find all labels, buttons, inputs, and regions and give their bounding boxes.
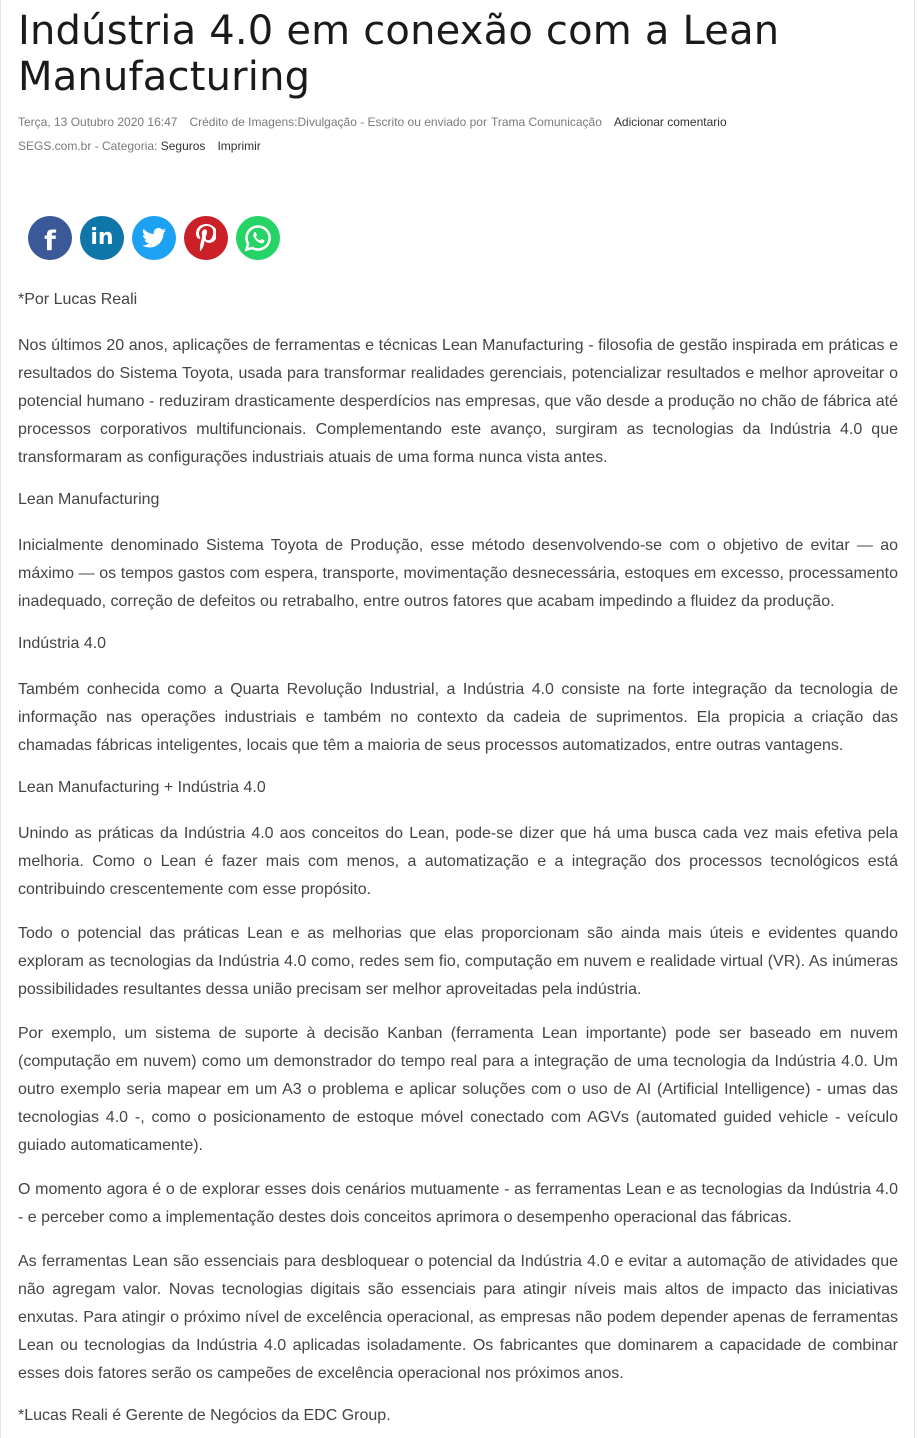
share-pinterest-button[interactable] (184, 216, 228, 260)
paragraph: Unindo as práticas da Indústria 4.0 aos conceitos do Lean, pode-se dizer que há uma busca cada vez mais efetiva pela melhoria. Como o Lean é fazer mais com menos, a automatização e a integração dos processos tecnológicos está contribuindo crescentemente com esse propósito. (18, 825, 898, 898)
paragraph: Também conhecida como a Quarta Revolução Industrial, a Indústria 4.0 consiste na forte integração da tecnologia de informação nas operações industriais e também no contexto da cadeia de suprimentos. Ela propicia a criação das chamadas fábricas inteligentes, locais que têm a maioria de seus processos automatizados, entre outras vantagens. (18, 681, 898, 754)
paragraph: Todo o potencial das práticas Lean e as melhorias que elas proporcionam são ainda mais úteis e evidentes quando exploram as tecnologias da Indústria 4.0 como, redes sem fio, computação em nuvem e realidade virtual (VR). As inúmeras possibilidades resultantes dessa união precisam ser melhor aproveitadas pela indústria. (18, 925, 898, 998)
site-category-label: SEGS.com.br - Categoria: (18, 139, 158, 153)
section-heading: Lean Manufacturing + Indústria 4.0 (18, 779, 266, 796)
article-meta-line (18, 114, 898, 130)
add-comment-link[interactable]: Adicionar comentario (613, 115, 727, 129)
image-credit: Crédito de Imagens:Divulgação - Escrito ou enviado por (189, 115, 487, 129)
publish-date: Terça, 13 Outubro 2020 16:47 (18, 115, 178, 129)
linkedin-icon: in (90, 225, 114, 250)
author-name: Trama Comunicação (490, 115, 602, 129)
facebook-icon: f (44, 225, 56, 257)
whatsapp-icon (243, 223, 273, 253)
article-content (1, 0, 914, 1428)
paragraph: Inicialmente denominado Sistema Toyota de Produção, esse método desenvolvendo-se com o objetivo de evitar — ao máximo — os tempos gastos com espera, transporte, movimentação desnecessária, estoques em excesso, processamento inadequado, correção de defeitos ou retrabalho, entre outros fatores que acabam impedindo a fluidez da produção. (18, 537, 898, 610)
article-body (18, 288, 898, 1428)
paragraph: O momento agora é o de explorar esses dois cenários mutuamente - as ferramentas Lean e as tecnologias da Indústria 4.0 - e perceber como a implementação destes dois conceitos aprimora o desempenho operacional das fábricas. (18, 1181, 898, 1226)
paragraph: Por exemplo, um sistema de suporte à decisão Kanban (ferramenta Lean importante) pode ser baseado em nuvem (computação em nuvem) como um demonstrador do tempo real para a integração de uma tecnologia da Indústria 4.0. Um outro exemplo seria mapear em um A3 o problema e aplicar soluções com o uso de AI (Artificial Intelligence) - umas das tecnologias 4.0 -, como o posicionamento de estoque móvel conectado com AGVs (automated guided vehicle - veículo guiado automaticamente). (18, 1025, 898, 1154)
page-title: Indústria 4.0 em conexão com a Lean Manufacturing (18, 8, 780, 100)
section-heading: Lean Manufacturing (18, 491, 160, 508)
paragraph: As ferramentas Lean são essenciais para desbloquear o potencial da Indústria 4.0 e evitar a automação de atividades que não agregam valor. Novas tecnologias digitais são essenciais para atingir níveis mais altos de impacto das iniciativas enxutas. Para atingir o próximo nível de excelência operacional, as empresas não podem depender apenas de ferramentas Lean ou tecnologias da Indústria 4.0 aplicadas isoladamente. Os fabricantes que dominarem a capacidade de combinar esses dois fatores serão os campeões de excelência operacional nos próximos anos. (18, 1253, 898, 1382)
share-facebook-button[interactable] (28, 216, 72, 260)
section-heading: Indústria 4.0 (18, 635, 107, 652)
article-category-line (18, 138, 898, 154)
pinterest-icon (196, 224, 216, 252)
author-bio: *Lucas Reali é Gerente de Negócios da EDC Group. (18, 1407, 391, 1424)
paragraph: Nos últimos 20 anos, aplicações de ferramentas e técnicas Lean Manufacturing - filosofia de gestão inspirada em práticas e resultados do Sistema Toyota, usada para transformar realidades gerenciais, potencializar resultados e melhor aproveitar o potencial humano - reduziram drasticamente desperdícios nas empresas, que vão desde a produção no chão de fábrica até processos corporativos multifuncionais. Complementando este avanço, surgiram as tecnologias da Indústria 4.0 que transformaram as configurações industriais atuais de uma forma nunca vista antes. (18, 337, 898, 466)
author-byline: *Por Lucas Reali (18, 291, 138, 308)
print-link[interactable]: Imprimir (217, 139, 261, 153)
share-whatsapp-button[interactable] (236, 216, 280, 260)
twitter-icon (142, 228, 166, 248)
share-buttons (28, 216, 898, 260)
share-linkedin-button[interactable] (80, 216, 124, 260)
category-link[interactable]: Seguros (160, 139, 206, 153)
share-twitter-button[interactable] (132, 216, 176, 260)
